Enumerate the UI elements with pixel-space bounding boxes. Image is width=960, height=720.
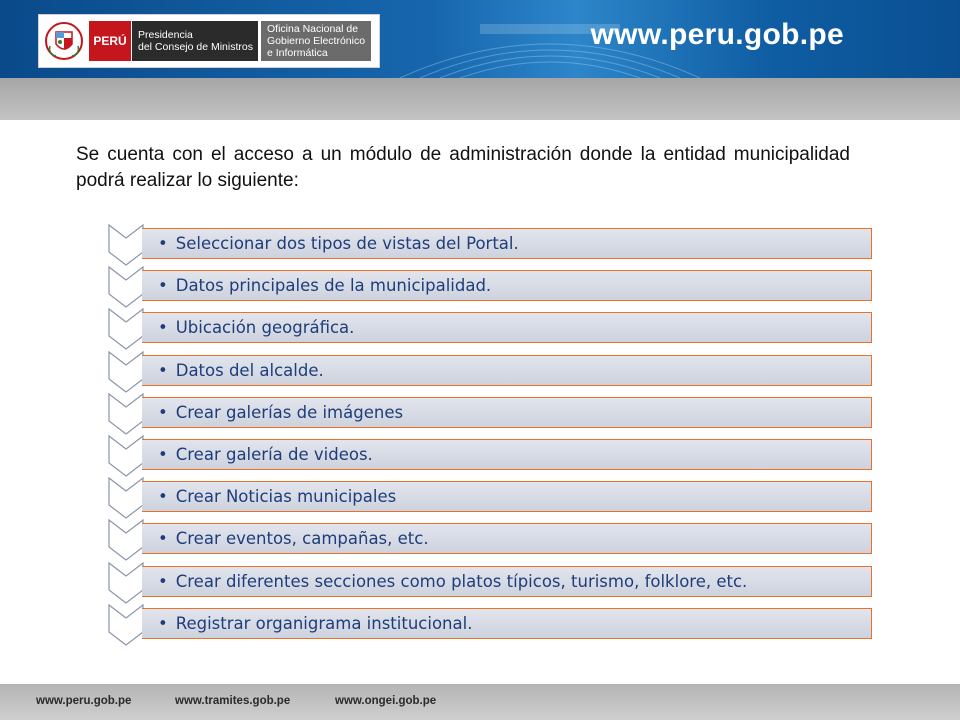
list-item-label: • Ubicación geográfica.	[142, 318, 354, 337]
ongei-line2: Gobierno Electrónico	[267, 35, 366, 47]
footer-bar	[0, 684, 960, 720]
header-url[interactable]: www.peru.gob.pe	[590, 18, 844, 51]
chevron-arrow-icon	[108, 308, 144, 350]
government-logo	[38, 14, 380, 68]
chevron-arrow-icon	[108, 562, 144, 604]
list-item	[142, 270, 872, 301]
list-item	[142, 608, 872, 639]
coat-of-arms-icon	[39, 18, 89, 64]
pcm-line1: Presidencia	[138, 29, 193, 41]
list-item	[142, 566, 872, 597]
list-item	[142, 312, 872, 343]
chevron-arrow-icon	[108, 477, 144, 519]
ongei-label	[261, 21, 371, 61]
pcm-line2: del Consejo de Ministros	[138, 41, 253, 53]
chevron-arrow-icon	[108, 224, 144, 266]
chevron-arrow-icon	[108, 351, 144, 393]
list-item-label: • Crear eventos, campañas, etc.	[142, 529, 429, 548]
intro-text: Se cuenta con el acceso a un módulo de administración donde la entidad municipalidad podrá realizar lo siguiente:	[76, 144, 850, 191]
list-item-label: • Crear galerías de imágenes	[142, 403, 403, 422]
list-item-label: • Crear galería de videos.	[142, 445, 373, 464]
ongei-line3: e Informática	[267, 47, 328, 59]
list-item	[142, 523, 872, 554]
pcm-label	[132, 21, 258, 61]
list-item-label: • Crear diferentes secciones como platos típicos, turismo, folklore, etc.	[142, 572, 747, 591]
footer-link-tramites[interactable]: www.tramites.gob.pe	[175, 695, 291, 707]
list-item	[142, 439, 872, 470]
list-item-label: • Registrar organigrama institucional.	[142, 614, 472, 633]
header-gray-band	[0, 78, 960, 120]
list-item	[142, 397, 872, 428]
ongei-line1: Oficina Nacional de	[267, 23, 359, 35]
list-item	[142, 228, 872, 259]
chevron-arrow-icon	[108, 519, 144, 561]
chevron-arrow-icon	[108, 393, 144, 435]
footer-link-ongei[interactable]: www.ongei.gob.pe	[335, 695, 437, 707]
list-item-label: • Crear Noticias municipales	[142, 487, 396, 506]
list-item	[142, 481, 872, 512]
chevron-arrow-icon	[108, 266, 144, 308]
list-item	[142, 355, 872, 386]
list-item-label: • Seleccionar dos tipos de vistas del Portal.	[142, 234, 519, 253]
header-banner	[0, 0, 960, 78]
footer-link-peru[interactable]: www.peru.gob.pe	[36, 695, 132, 707]
chevron-arrow-icon	[108, 435, 144, 477]
list-item-label: • Datos del alcalde.	[142, 361, 324, 380]
peru-label: PERÚ	[89, 21, 131, 61]
list-item-label: • Datos principales de la municipalidad.	[142, 276, 491, 295]
chevron-arrow-icon	[108, 604, 144, 646]
